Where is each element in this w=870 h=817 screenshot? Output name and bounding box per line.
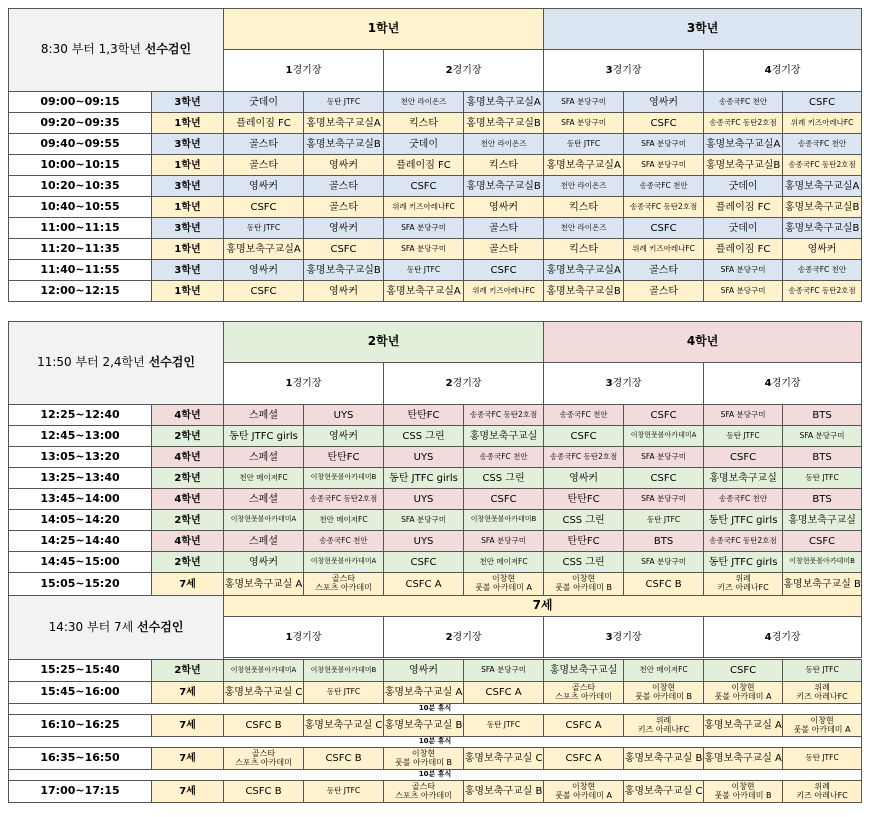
team-cell: 동탄 JTFC [544,134,624,155]
table-row [9,426,862,447]
team-cell: 플레이짐 FC [704,197,783,218]
team-cell: 동탄 JTFC [384,260,464,281]
team-cell: CSFC [624,468,704,489]
team-cell: 홍명보축구교실 [704,468,783,489]
team-cell: 스페셜 [224,447,304,468]
team-cell: 위례 키즈 아레나FC [783,682,862,704]
team-cell: 동탄 JTFC girls [704,510,783,531]
team-cell: BTS [783,489,862,510]
time-slot: 09:20~09:35 [9,113,152,134]
team-cell: CSFC A [384,573,464,596]
team-cell: 천안 라이온즈 [384,92,464,113]
team-cell: SFA 분당구미 [624,155,704,176]
grade-cell: 4학년 [152,531,224,552]
team-cell: 동탄 JTFC [704,426,783,447]
team-cell: 골스타 [304,197,384,218]
team-cell: 위례 키즈아레나FC [783,113,862,134]
time-slot: 14:05~14:20 [9,510,152,531]
table-row [9,660,862,682]
table-row [9,218,862,239]
team-cell: 홍명보축구교실B [783,197,862,218]
section2-grade-a-header: 2학년 [224,322,544,363]
team-cell: 영싸커 [544,468,624,489]
table-row [9,715,862,737]
table-row [9,155,862,176]
team-cell: 영싸커 [304,218,384,239]
section3-grade-header: 7세 [224,596,862,617]
table-row [9,682,862,704]
team-cell: 홍명보축구교실B [304,134,384,155]
team-cell: 동탄 JTFC girls [224,426,304,447]
grade-cell: 1학년 [152,113,224,134]
team-cell: SFA 분당구미 [624,134,704,155]
time-slot: 10:20~10:35 [9,176,152,197]
team-cell: CSFC B [304,748,384,770]
team-cell: CSFC [464,260,544,281]
s3-field-4: 4경기장 [704,617,862,658]
grade-cell: 3학년 [152,218,224,239]
team-cell: 위례 키즈 아레나FC [624,715,704,737]
team-cell: 천안 메이저FC [464,552,544,573]
team-cell: 송종국FC 동탄2호점 [304,489,384,510]
team-cell: SFA 분당구미 [624,552,704,573]
grade-cell: 4학년 [152,405,224,426]
team-cell: 킥스타 [544,197,624,218]
team-cell: 송종국FC 동탄2호점 [624,197,704,218]
team-cell: 굿데이 [704,176,783,197]
team-cell: SFA 분당구미 [384,510,464,531]
team-cell: 천안 메이저FC [304,510,384,531]
team-cell: 이창현풋볼아카데미B [464,510,544,531]
team-cell: 홍명보축구교실A [304,113,384,134]
grade-cell: 2학년 [152,660,224,682]
grade-cell: 3학년 [152,176,224,197]
time-slot: 12:45~13:00 [9,426,152,447]
team-cell: CSFC [464,489,544,510]
team-cell: UYS [384,531,464,552]
break-row: 10분 휴식 [9,770,862,781]
table-row [9,176,862,197]
time-slot: 12:00~12:15 [9,281,152,302]
team-cell: 이창현 풋볼 아카데미 B [624,682,704,704]
team-cell: 홍명보축구교실A [783,176,862,197]
table-row [9,281,862,302]
team-cell: CSFC A [464,682,544,704]
team-cell: 이창현풋볼아카데미A [304,552,384,573]
s1-field-2: 2경기장 [384,50,544,92]
team-cell: 위례 키즈아레나FC [384,197,464,218]
schedule-table [8,8,862,803]
section1-title: 8:30 부터 1,3학년 선수검인 [9,9,224,92]
grade-cell: 1학년 [152,155,224,176]
team-cell: 플레이짐 FC [384,155,464,176]
team-cell: 동탄 JTFC girls [384,468,464,489]
time-slot: 16:10~16:25 [9,715,152,737]
team-cell: 홍명보축구교실 C [464,748,544,770]
team-cell: 홍명보축구교실B [464,113,544,134]
time-slot: 16:35~16:50 [9,748,152,770]
team-cell: 이창현풋볼아카데미A [224,660,304,682]
team-cell: 위례 키즈아레나FC [464,281,544,302]
team-cell: 홍명보축구교실 [544,660,624,682]
team-cell: 탄탄FC [304,447,384,468]
s2-field-1: 1경기장 [224,363,384,405]
team-cell: 킥스타 [544,239,624,260]
team-cell: 천안 메이저FC [224,468,304,489]
team-cell: CSFC B [224,781,304,803]
time-slot: 15:05~15:20 [9,573,152,596]
s3-field-1: 1경기장 [224,617,384,658]
time-slot: 12:25~12:40 [9,405,152,426]
table-row [9,531,862,552]
team-cell: CSFC [783,531,862,552]
team-cell: 송종국FC 천안 [544,405,624,426]
time-slot: 11:00~11:15 [9,218,152,239]
section1-grade-a-header: 1학년 [224,9,544,50]
time-slot: 15:45~16:00 [9,682,152,704]
team-cell: 송종국FC 동탄2호점 [783,155,862,176]
team-cell: 이창현풋볼아카데미B [783,552,862,573]
team-cell: 송종국FC 천안 [783,260,862,281]
team-cell: CSFC [384,552,464,573]
team-cell: 동탄 JTFC [783,468,862,489]
team-cell: 이창현풋볼아카데미B [304,468,384,489]
grade-cell: 3학년 [152,260,224,281]
team-cell: 홍명보축구교실 A [384,682,464,704]
team-cell: 송종국FC 동탄2호점 [544,447,624,468]
team-cell: CSFC [624,113,704,134]
team-cell: 홍명보축구교실B [464,176,544,197]
table-row [9,92,862,113]
team-cell: 송종국FC 동탄2호점 [704,531,783,552]
team-cell: 스페셜 [224,531,304,552]
table-row [9,468,862,489]
team-cell: 홍명보축구교실 A [224,573,304,596]
team-cell: 골스타 [304,176,384,197]
team-cell: 이창현풋볼아카데미A [224,510,304,531]
team-cell: 송종국FC 천안 [704,489,783,510]
break-row: 10분 휴식 [9,737,862,748]
team-cell: 골스타 스포츠 아카데미 [304,573,384,596]
team-cell: 탄탄FC [544,489,624,510]
table-row [9,260,862,281]
team-cell: SFA 분당구미 [783,426,862,447]
time-slot: 13:45~14:00 [9,489,152,510]
team-cell: 홍명보축구교실 C [224,682,304,704]
team-cell: 플레이짐 FC [224,113,304,134]
team-cell: 홍명보축구교실 C [624,781,704,803]
team-cell: 홍명보축구교실 A [704,715,783,737]
team-cell: SFA 분당구미 [384,218,464,239]
team-cell: 이창현 풋볼 아카데미 A [704,682,783,704]
team-cell: 위례 키즈 아레나FC [783,781,862,803]
grade-cell: 3학년 [152,134,224,155]
team-cell: 골스타 스포츠 아카데미 [384,781,464,803]
team-cell: 홍명보축구교실A [544,155,624,176]
team-cell: 킥스타 [464,155,544,176]
team-cell: 이창현 풋볼 아카데미 B [704,781,783,803]
section2-grade-b-header: 4학년 [544,322,862,363]
team-cell: 동탄 JTFC [783,660,862,682]
time-slot: 14:45~15:00 [9,552,152,573]
table-row [9,447,862,468]
grade-cell: 7세 [152,573,224,596]
team-cell: 송종국FC 천안 [624,176,704,197]
team-cell: CSFC A [544,715,624,737]
team-cell: UYS [304,405,384,426]
team-cell: 천안 라이온즈 [544,218,624,239]
team-cell: 홍명보축구교실 A [704,748,783,770]
team-cell: 이창현 풋볼 아카데미 A [544,781,624,803]
s2-field-2: 2경기장 [384,363,544,405]
section2-title: 11:50 부터 2,4학년 선수검인 [9,322,224,405]
team-cell: 이창현풋볼아카데미B [304,660,384,682]
team-cell: 굿데이 [704,218,783,239]
team-cell: 동탄 JTFC [783,748,862,770]
time-slot: 09:00~09:15 [9,92,152,113]
team-cell: 홍명보축구교실 B [624,748,704,770]
team-cell: CSFC [624,405,704,426]
grade-cell: 2학년 [152,468,224,489]
time-slot: 10:40~10:55 [9,197,152,218]
team-cell: 홍명보축구교실A [384,281,464,302]
team-cell: 영싸커 [304,281,384,302]
team-cell: 스페셜 [224,489,304,510]
team-cell: 동탄 JTFC [624,510,704,531]
team-cell: 이창현 풋볼 아카데미 A [464,573,544,596]
team-cell: SFA 분당구미 [704,260,783,281]
grade-cell: 7세 [152,781,224,803]
team-cell: 영싸커 [304,155,384,176]
team-cell: SFA 분당구미 [464,531,544,552]
team-cell: 이창현 풋볼 아카데미 B [384,748,464,770]
team-cell: 골스타 [224,134,304,155]
team-cell: 홍명보축구교실B [544,281,624,302]
team-cell: CSFC [704,447,783,468]
team-cell: 홍명보축구교실 B [384,715,464,737]
team-cell: 골스타 [624,260,704,281]
team-cell: 홍명보축구교실B [783,218,862,239]
team-cell: BTS [624,531,704,552]
team-cell: SFA 분당구미 [624,489,704,510]
team-cell: 플레이짐 FC [704,239,783,260]
time-slot: 17:00~17:15 [9,781,152,803]
table-row [9,405,862,426]
team-cell: 홍명보축구교실B [304,260,384,281]
team-cell: 홍명보축구교실A [544,260,624,281]
time-slot: 09:40~09:55 [9,134,152,155]
team-cell: SFA 분당구미 [544,92,624,113]
team-cell: 위례 키즈아레나FC [624,239,704,260]
team-cell: 골스타 [464,239,544,260]
s1-field-3: 3경기장 [544,50,704,92]
team-cell: CSFC [783,92,862,113]
team-cell: 송종국FC 천안 [304,531,384,552]
grade-cell: 2학년 [152,426,224,447]
grade-cell: 1학년 [152,239,224,260]
team-cell: 이창현 풋볼 아카데미 A [783,715,862,737]
team-cell: CSS 그린 [544,552,624,573]
team-cell: 골스타 스포츠 아카데미 [544,682,624,704]
time-slot: 13:05~13:20 [9,447,152,468]
team-cell: 동탄 JTFC girls [704,552,783,573]
team-cell: UYS [384,447,464,468]
team-cell: 탄탄FC [384,405,464,426]
team-cell: 송종국FC 천안 [704,92,783,113]
team-cell: 골스타 [224,155,304,176]
team-cell: 굿데이 [224,92,304,113]
team-cell: 홍명보축구교실A [464,92,544,113]
team-cell: CSFC [304,239,384,260]
team-cell: 영싸커 [224,176,304,197]
s2-field-3: 3경기장 [544,363,704,405]
team-cell: CSFC [624,218,704,239]
team-cell: 골스타 [624,281,704,302]
grade-cell: 2학년 [152,510,224,531]
time-slot: 11:20~11:35 [9,239,152,260]
team-cell: 송종국FC 동탄2호점 [464,405,544,426]
team-cell: 탄탄FC [544,531,624,552]
team-cell: SFA 분당구미 [624,447,704,468]
team-cell: 골스타 [464,218,544,239]
team-cell: CSFC A [544,748,624,770]
team-cell: 송종국FC 천안 [783,134,862,155]
team-cell: 스페셜 [224,405,304,426]
team-cell: SFA 분당구미 [464,660,544,682]
team-cell: SFA 분당구미 [704,405,783,426]
s1-field-1: 1경기장 [224,50,384,92]
grade-cell: 7세 [152,748,224,770]
section3-title: 14:30 부터 7세 선수검인 [9,596,224,660]
team-cell: 골스타 스포츠 아카데미 [224,748,304,770]
team-cell: CSS 그린 [384,426,464,447]
team-cell: CSFC [224,197,304,218]
table-row [9,239,862,260]
team-cell: 동탄 JTFC [304,682,384,704]
table-row [9,781,862,803]
team-cell: 홍명보축구교실 C [304,715,384,737]
team-cell: 천안 라이온즈 [464,134,544,155]
team-cell: 홍명보축구교실A [224,239,304,260]
team-cell: CSFC [544,426,624,447]
team-cell: 킥스타 [384,113,464,134]
s3-field-3: 3경기장 [544,617,704,658]
break-row: 10분 휴식 [9,704,862,715]
team-cell: 위례 키즈 아레나FC [704,573,783,596]
team-cell: SFA 분당구미 [544,113,624,134]
team-cell: CSFC [224,281,304,302]
team-cell: 홍명보축구교실 B [464,781,544,803]
team-cell: CSFC B [224,715,304,737]
team-cell: 천안 라이온즈 [544,176,624,197]
grade-cell: 1학년 [152,281,224,302]
team-cell: 굿데이 [384,134,464,155]
time-slot: 10:00~10:15 [9,155,152,176]
team-cell: 동탄 JTFC [464,715,544,737]
team-cell: CSS 그린 [464,468,544,489]
time-slot: 11:40~11:55 [9,260,152,281]
table-row [9,113,862,134]
team-cell: SFA 분당구미 [704,281,783,302]
table-row [9,748,862,770]
s3-field-2: 2경기장 [384,617,544,658]
table-row [9,552,862,573]
team-cell: BTS [783,405,862,426]
time-slot: 13:25~13:40 [9,468,152,489]
team-cell: 홍명보축구교실A [704,134,783,155]
team-cell: 영싸커 [624,92,704,113]
table-row [9,573,862,596]
table-row [9,134,862,155]
team-cell: 홍명보축구교실 [464,426,544,447]
grade-cell: 7세 [152,715,224,737]
team-cell: 홍명보축구교실B [704,155,783,176]
grade-cell: 4학년 [152,447,224,468]
team-cell: 영싸커 [384,660,464,682]
team-cell: 영싸커 [224,552,304,573]
team-cell: 홍명보축구교실 [783,510,862,531]
team-cell: BTS [783,447,862,468]
time-slot: 15:25~15:40 [9,660,152,682]
team-cell: 홍명보축구교실 B [783,573,862,596]
team-cell: 영싸커 [304,426,384,447]
team-cell: 송종국FC 동탄2호점 [783,281,862,302]
team-cell: 이창현 풋볼 아카데미 B [544,573,624,596]
table-row [9,510,862,531]
team-cell: SFA 분당구미 [384,239,464,260]
grade-cell: 3학년 [152,92,224,113]
time-slot: 14:25~14:40 [9,531,152,552]
grade-cell: 1학년 [152,197,224,218]
team-cell: 송종국FC 천안 [464,447,544,468]
team-cell: 이창현풋볼아카데미A [624,426,704,447]
team-cell: 영싸커 [464,197,544,218]
section1-grade-b-header: 3학년 [544,9,862,50]
grade-cell: 2학년 [152,552,224,573]
team-cell: 동탄 JTFC [304,92,384,113]
team-cell: 동탄 JTFC [304,781,384,803]
team-cell: 송종국FC 동탄2호점 [704,113,783,134]
table-row [9,489,862,510]
team-cell: UYS [384,489,464,510]
team-cell: CSS 그린 [544,510,624,531]
table-row [9,197,862,218]
team-cell: CSFC [384,176,464,197]
s2-field-4: 4경기장 [704,363,862,405]
team-cell: 천안 메이저FC [624,660,704,682]
team-cell: CSFC [704,660,783,682]
team-cell: 영싸커 [783,239,862,260]
s1-field-4: 4경기장 [704,50,862,92]
team-cell: 영싸커 [224,260,304,281]
team-cell: CSFC B [624,573,704,596]
grade-cell: 4학년 [152,489,224,510]
grade-cell: 7세 [152,682,224,704]
team-cell: 동탄 JTFC [224,218,304,239]
